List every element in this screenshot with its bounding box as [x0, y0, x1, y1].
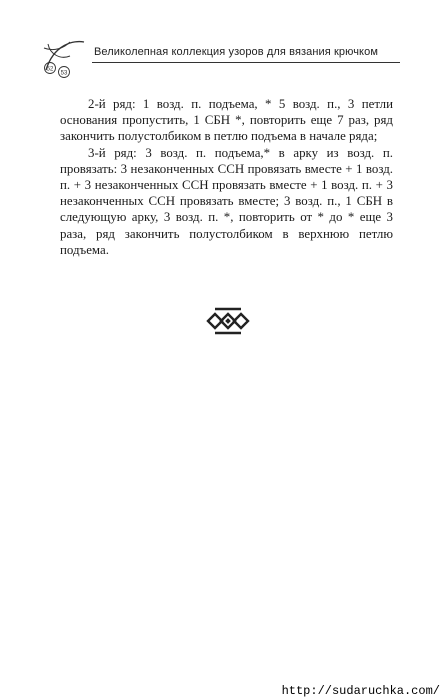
- header-title: Великолепная коллекция узоров для вязания крючком: [94, 46, 378, 58]
- watermark-url: http://sudaruchka.com/: [281, 684, 440, 698]
- paragraph-row-2: 2-й ряд: 1 возд. п. подъема, * 5 возд. п., 3 петли основания пропустить, 1 СБН *, повторить еще 7 раз, ряд закончить полустолбиком в петлю подъема в начале ряда;: [60, 97, 393, 144]
- page-number-left: 52: [46, 66, 54, 73]
- paragraph-row-3: 3-й ряд: 3 возд. п. подъема,* в арку из возд. п. провязать: 3 незаконченных ССН провязать вместе + 1 возд. п. + 3 незаконченных ССН провязать вместе + 1 возд. п. + 3 незаконченных ССН провязать вместе; 3 возд. п., 1 СБН в следующую арку, 3 возд. п. *, повторить от * до * еще 3 раза, ряд закончить полустолбиком в верхнюю петлю подъема.: [60, 145, 393, 257]
- ornament-divider-icon: [205, 306, 251, 336]
- header-rule: [92, 62, 400, 63]
- page-header: [40, 38, 400, 78]
- page-body: [60, 96, 393, 258]
- page-number-right: 53: [60, 70, 68, 77]
- needle-thread-icon: [40, 38, 88, 78]
